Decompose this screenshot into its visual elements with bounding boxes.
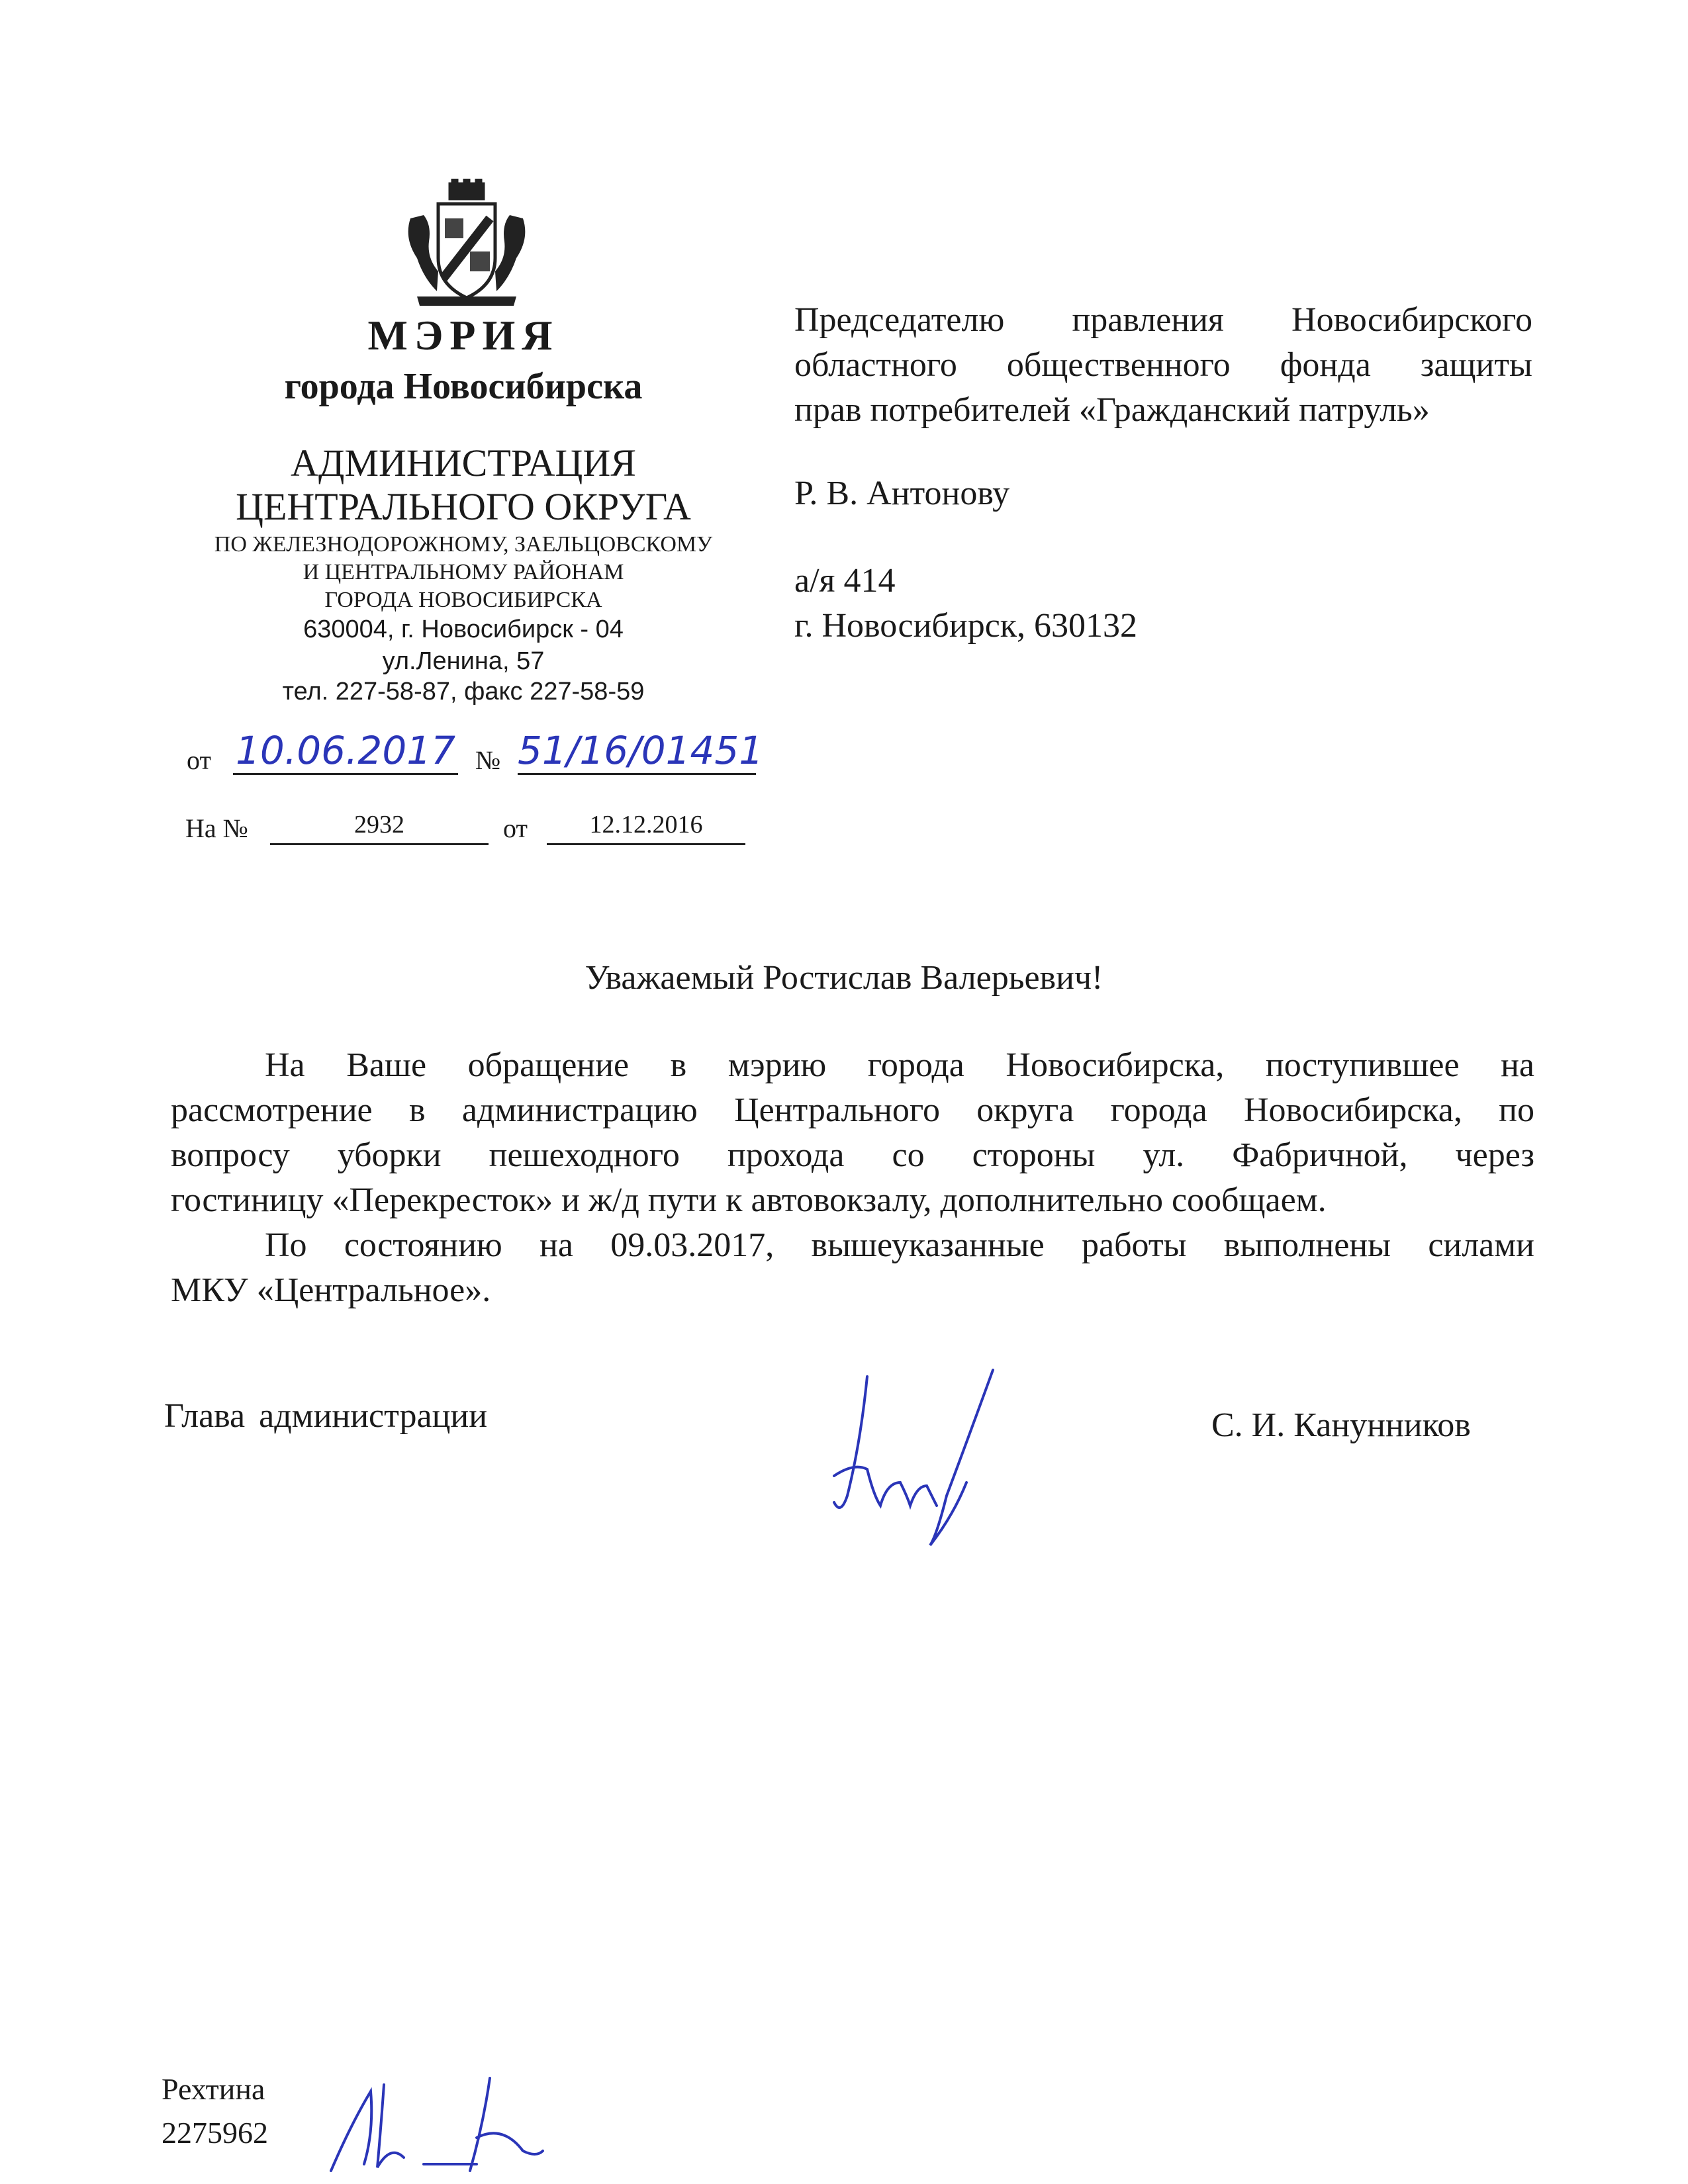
districts-line2: И ЦЕНТРАЛЬНОМУ РАЙОНАМ (303, 560, 624, 584)
sender-phone: тел. 227-58-87, факс 227-58-59 (282, 678, 645, 705)
reference-number: 2932 (354, 811, 404, 839)
addressee-city: г. Новосибирск, 630132 (794, 607, 1138, 645)
sender-street: ул.Ленина, 57 (382, 647, 545, 675)
addressee-line3: прав потребителей «Гражданский патруль» (794, 391, 1430, 429)
reference-date: 12.12.2016 (589, 811, 703, 839)
admin-title-line2: ЦЕНТРАЛЬНОГО ОКРУГА (236, 485, 691, 528)
salutation: Уважаемый Ростислав Валерьевич! (585, 959, 1103, 997)
addressee-po-box: а/я 414 (794, 562, 896, 600)
body-text-line: рассмотрение в администрацию Центрального округа города Новосибирска, по (171, 1091, 1534, 1129)
reg-number: 51/16/01451 (518, 728, 764, 773)
city-title: города Новосибирска (284, 366, 643, 407)
reference-from-label: от (503, 813, 528, 843)
districts-line3: ГОРОДА НОВОСИБИРСКА (324, 588, 602, 612)
districts-line1: ПО ЖЕЛЕЗНОДОРОЖНОМУ, ЗАЕЛЬЦОВСКОМУ (214, 532, 713, 557)
executor-phone: 2275962 (162, 2116, 268, 2150)
reg-number-label: № (475, 745, 501, 775)
body-text-line: По состоянию на 09.03.2017, вышеуказанные работы выполнены силами (265, 1226, 1534, 1264)
signatory-name: С. И. Канунников (1211, 1406, 1471, 1444)
addressee-name: Р. В. Антонову (794, 475, 1010, 512)
signature-icon (794, 1363, 1006, 1555)
sender-postal-address: 630004, г. Новосибирск - 04 (303, 615, 624, 643)
coat-of-arms-icon (397, 179, 536, 311)
executor-name: Рехтина (162, 2072, 265, 2106)
body-text-line: На Ваше обращение в мэрию города Новосибирска, поступившее на (265, 1046, 1534, 1084)
signatory-position: Глава администрации (164, 1397, 488, 1435)
executor-initials-icon (324, 2065, 549, 2177)
body-text-line: вопросу уборки пешеходного прохода со стороны ул. Фабричной, через (171, 1136, 1534, 1174)
reg-from-label: от (187, 745, 211, 775)
addressee-line1: Председателю правления Новосибирского (794, 301, 1532, 339)
reg-date: 10.06.2017 (235, 728, 456, 773)
admin-title-line1: АДМИНИСТРАЦИЯ (291, 441, 636, 484)
body-text-line: МКУ «Центральное». (171, 1271, 491, 1309)
addressee-line2: областного общественного фонда защиты (794, 346, 1532, 384)
body-text-line: гостиницу «Перекресток» и ж/д пути к автовокзалу, дополнительно сообщаем. (171, 1181, 1327, 1219)
mayor-title: МЭРИЯ (367, 312, 559, 359)
reference-label: На № (185, 813, 248, 843)
